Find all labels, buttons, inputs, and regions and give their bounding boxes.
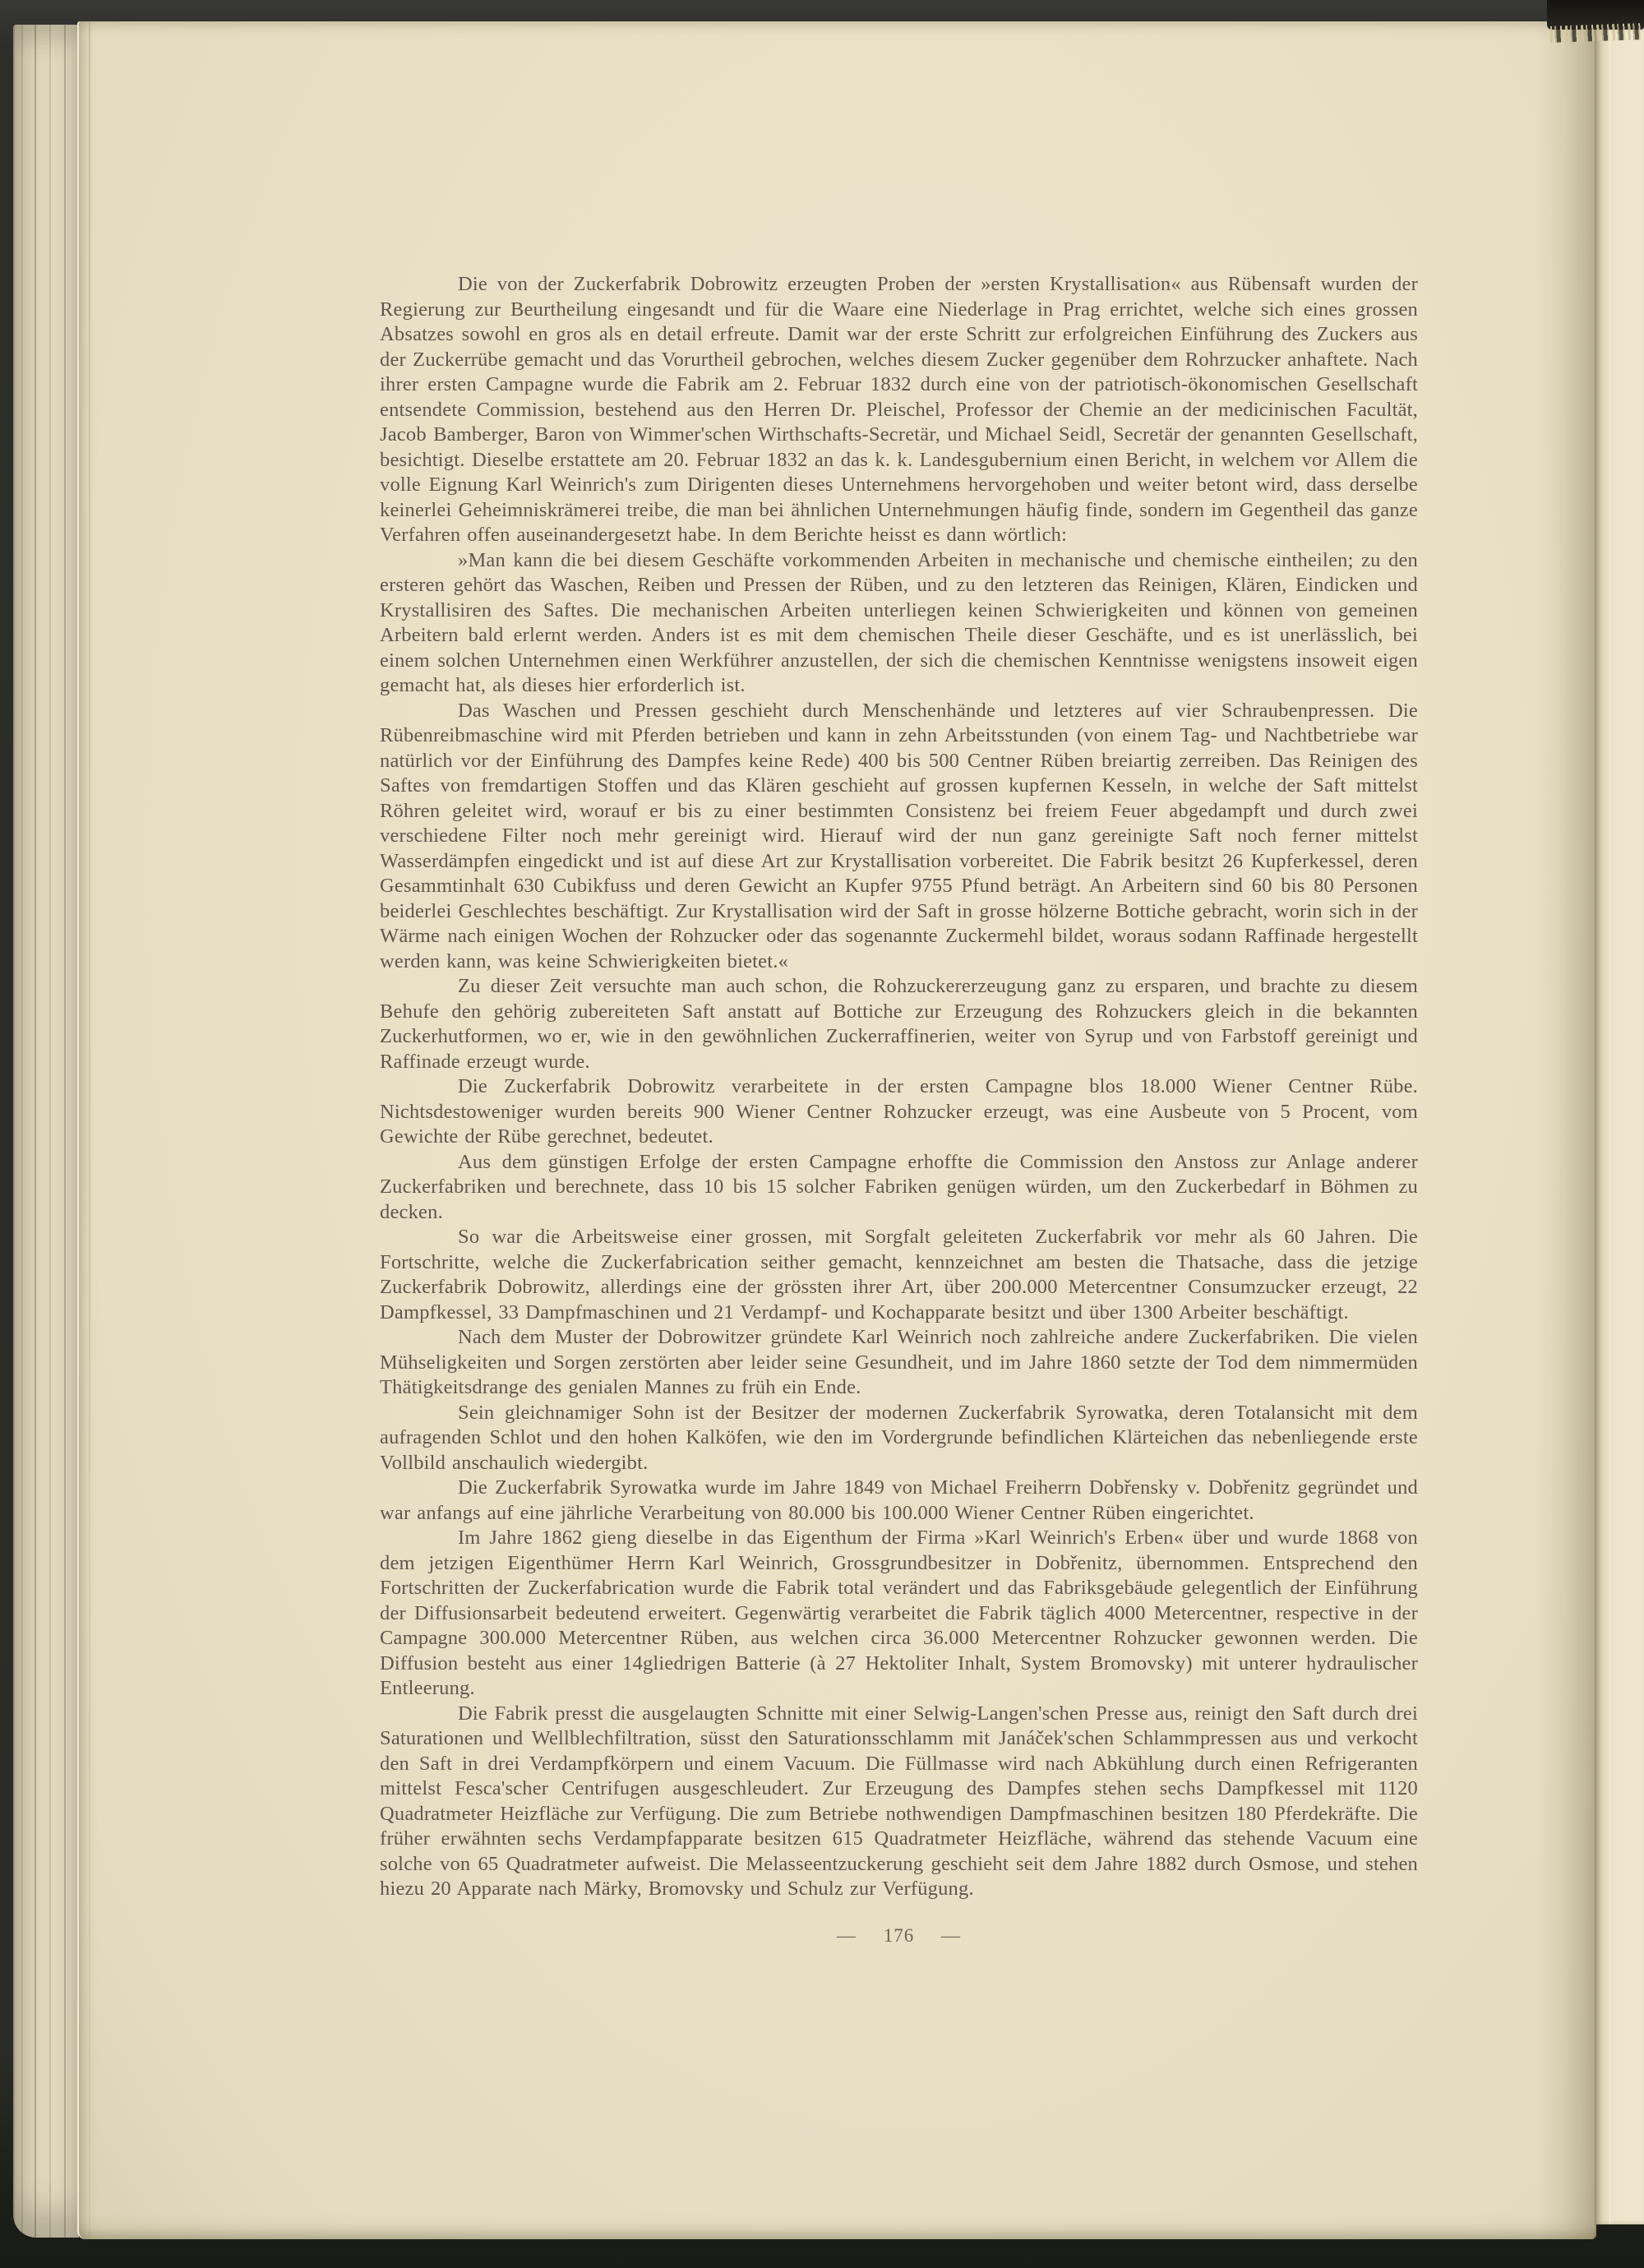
paragraph: Aus dem günstigen Erfolge der ersten Campagne erhoffte die Commission den Anstoss zur Anlage anderer Zuckerfabriken und berechnete, dass 10 bis 15 solcher Fabriken genügen würden, um den Zuckerbedarf in Böhmen zu decken. — [380, 1150, 1418, 1223]
paragraph: Die Zuckerfabrik Dobrowitz verarbeitete in der ersten Campagne blos 18.000 Wiener Centner Rübe. Nichtsdestoweniger wurden bereits 900 Wiener Centner Rohzucker erzeugt, was eine Ausbeute von 5 Procent, vom Gewichte der Rübe gerechnet, bedeutet. — [380, 1075, 1418, 1148]
paragraph: Im Jahre 1862 gieng dieselbe in das Eigenthum der Firma »Karl Weinrich's Erben« über und wurde 1868 von dem jetzigen Eigenthümer Herrn Karl Weinrich, Grossgrundbesitzer in Dobřenitz, übernommen. Entsprechend den Fortschritten der Zuckerfabrication wurde die Fabrik total verändert und das Fabriksgebäude gelegentlich der Einführung der Diffusionsarbeit bedeutend erweitert. Gegenwärtig verarbeitet die Fabrik täglich 4000 Metercentner, respective in der Campagne 300.000 Metercentner Rüben, aus welchen circa 36.000 Metercentner Rohzucker gewonnen werden. Die Diffusion besteht aus einer 14gliedrigen Batterie (à 27 Hektoliter Inhalt, System Bromovsky) mit unterer hydraulischer Entleerung. — [380, 1527, 1418, 1699]
paragraph: Nach dem Muster der Dobrowitzer gründete Karl Weinrich noch zahlreiche andere Zuckerfabriken. Die vielen Mühseligkeiten und Sorgen zerstörten aber leider seine Gesundheit, und im Jahre 1860 setzte der Tod dem nimmermüden Thätigkeitsdrange des genialen Mannes zu früh ein Ende. — [380, 1326, 1418, 1398]
underlying-page-edge — [89, 21, 90, 2239]
headband-threads — [1550, 23, 1641, 43]
paragraph: Zu dieser Zeit versuchte man auch schon, die Rohzuckererzeugung ganz zu ersparen, und brachte zu diesem Behufe den gehörig zubereiteten Saft anstatt auf Bottiche zur Erzeugung des Rohzuckers gleich in die bekannten Zuckerhutformen, wo er, wie in den gewöhnlichen Zuckerraffinerien, weiter von Syrup und von Farbstoff gereinigt und Raffinade erzeugt wurde. — [380, 975, 1418, 1073]
scanned-page — [77, 21, 1596, 2239]
opposite-page-edge — [1596, 28, 1644, 2224]
page-stack-edges — [13, 25, 79, 2238]
body-text — [380, 272, 1418, 1902]
paragraph: »Man kann die bei diesem Geschäfte vorkommenden Arbeiten in mechanische und chemische eintheilen; zu den ersteren gehört das Waschen, Reiben und Pressen der Rüben, und zu den letzteren das Reinigen, Klären, Eindicken und Krystallisiren des Saftes. Die mechanischen Arbeiten unterliegen keinen Schwierigkeiten und können von gemeinen Arbeitern bald erlernt werden. Anders ist es mit dem chemischen Theile dieser Geschäfte, und es ist unerlässlich, bei einem solchen Unternehmen einen Werkführer anzustellen, der sich die chemischen Kenntnisse wenigstens insoweit eigen gemacht hat, als dieses hier erforderlich ist. — [380, 548, 1418, 696]
paragraph: Die Fabrik presst die ausgelaugten Schnitte mit einer Selwig-Langen'schen Presse aus, reinigt den Saft durch drei Saturationen und Wellblechfiltration, süsst den Saturationsschlamm mit Janáček'schen Schlammpressen aus und verkocht den Saft in drei Verdampfkörpern und einem Vacuum. Die Füllmasse wird nach Abkühlung durch einen Refrigeranten mittelst Fesca'scher Centrifugen ausgeschleudert. Zur Erzeugung des Dampfes stehen sechs Dampfkessel mit 1120 Quadratmeter Heizfläche zur Verfügung. Die zum Betriebe nothwendigen Dampfmaschinen besitzen 180 Pferdekräfte. Die früher erwähnten sechs Verdampfapparate besitzen 615 Quadratmeter Heizfläche, während das stehende Vacuum eine solche von 65 Quadratmeter aufweist. Die Melasseentzuckerung geschieht seit dem Jahre 1882 durch Osmose, und stehen hiezu 20 Apparate nach Märky, Bromovsky und Schulz zur Verfügung. — [380, 1702, 1418, 1900]
paragraph: Das Waschen und Pressen geschieht durch Menschenhände und letzteres auf vier Schraubenpressen. Die Rübenreibmaschine wird mit Pferden betrieben und kann in zehn Arbeitsstunden (von einem Tag- und Nachtbetriebe war natürlich vor der Einführung des Dampfes keine Rede) 400 bis 500 Centner Rüben breiartig zerreiben. Das Reinigen des Saftes von fremdartigen Stoffen und das Klären geschieht auf grossen kupfernen Kesseln, in welche der Saft mittelst Röhren geleitet wird, worauf er bis zu einer bestimmten Consistenz bei freiem Feuer abgedampft und durch zwei verschiedene Filter noch mehr gereinigt wird. Hierauf wird der nun ganz gereinigte Saft noch ferner mittelst Wasserdämpfen eingedickt und ist auf diese Art zur Krystallisation vorbereitet. Die Fabrik besitzt 26 Kupferkessel, deren Gesammtinhalt 630 Cubikfuss und deren Gewicht an Kupfer 9755 Pfund beträgt. An Arbeitern sind 60 bis 80 Personen beiderlei Geschlechtes beschäftigt. Zur Krystallisation wird der Saft in grosse hölzerne Bottiche gebracht, worin sich in der Wärme nach einigen Wochen der Rohzucker oder das sogenannte Zuckermehl bildet, woraus sodann Raffinade hergestellt werden kann, was keine Schwierigkeiten bietet.« — [380, 699, 1418, 972]
page-crease — [1609, 28, 1610, 2224]
paragraph: Die Zuckerfabrik Syrowatka wurde im Jahre 1849 von Michael Freiherrn Dobřensky v. Dobřenitz gegründet und war anfangs auf eine jährliche Verarbeitung von 80.000 bis 100.000 Wiener Centner Rüben eingerichtet. — [380, 1476, 1418, 1524]
page-number: — 176 — — [837, 1925, 961, 1946]
paragraph: So war die Arbeitsweise einer grossen, mit Sorgfalt geleiteten Zuckerfabrik vor mehr als 60 Jahren. Die Fortschritte, welche die Zuckerfabrication seither gemacht, kennzeichnet am besten die Thatsache, dass die jetzige Zuckerfabrik Dobrowitz, allerdings eine der grössten ihrer Art, über 200.000 Metercentner Consumzucker erzeugt, 22 Dampfkessel, 33 Dampfmaschinen und 21 Verdampf- und Kochapparate besitzt und über 1300 Arbeiter beschäftigt. — [380, 1226, 1418, 1323]
book-gutter — [1537, 21, 1596, 2239]
paragraph: Die von der Zuckerfabrik Dobrowitz erzeugten Proben der »ersten Krystallisation« aus Rübensaft wurden der Regierung zur Beurtheilung eingesandt und für die Waare eine Niederlage in Prag errichtet, welche sich eines grossen Absatzes sowohl en gros als en detail erfreute. Damit war der erste Schritt zur erfolgreichen Einführung des Zuckers aus der Zuckerrübe gemacht und das Vorurtheil gebrochen, welches diesem Zucker gegenüber dem Rohrzucker anhaftete. Nach ihrer ersten Campagne wurde die Fabrik am 2. Februar 1832 durch eine von der patriotisch-ökonomischen Gesellschaft entsendete Commission, bestehend aus den Herren Dr. Pleischel, Professor der Chemie an der medicinischen Facultät, Jacob Bamberger, Baron von Wimmer'schen Wirthschafts-Secretär, und Michael Seidl, Secretär der genannten Gesellschaft, besichtigt. Dieselbe erstattete am 20. Februar 1832 an das k. k. Landesgubernium einen Bericht, in welchem vor Allem die volle Eignung Karl Weinrich's zum Dirigenten dieses Unternehmens hervorgehoben und weiter betont wird, dass derselbe keinerlei Geheimniskrämerei treibe, die man bei ähnlichen Unternehmungen häufig finde, sondern im Gegentheil das ganze Verfahren offen auseinandergesetzt habe. In dem Berichte heisst es dann wörtlich: — [380, 273, 1418, 546]
paragraph: Sein gleichnamiger Sohn ist der Besitzer der modernen Zuckerfabrik Syrowatka, deren Totalansicht mit dem aufragenden Schlot und den hohen Kalköfen, wie den im Vordergrunde befindlichen Klärteichen das nebenliegende erste Vollbild anschaulich wiedergibt. — [380, 1401, 1418, 1474]
